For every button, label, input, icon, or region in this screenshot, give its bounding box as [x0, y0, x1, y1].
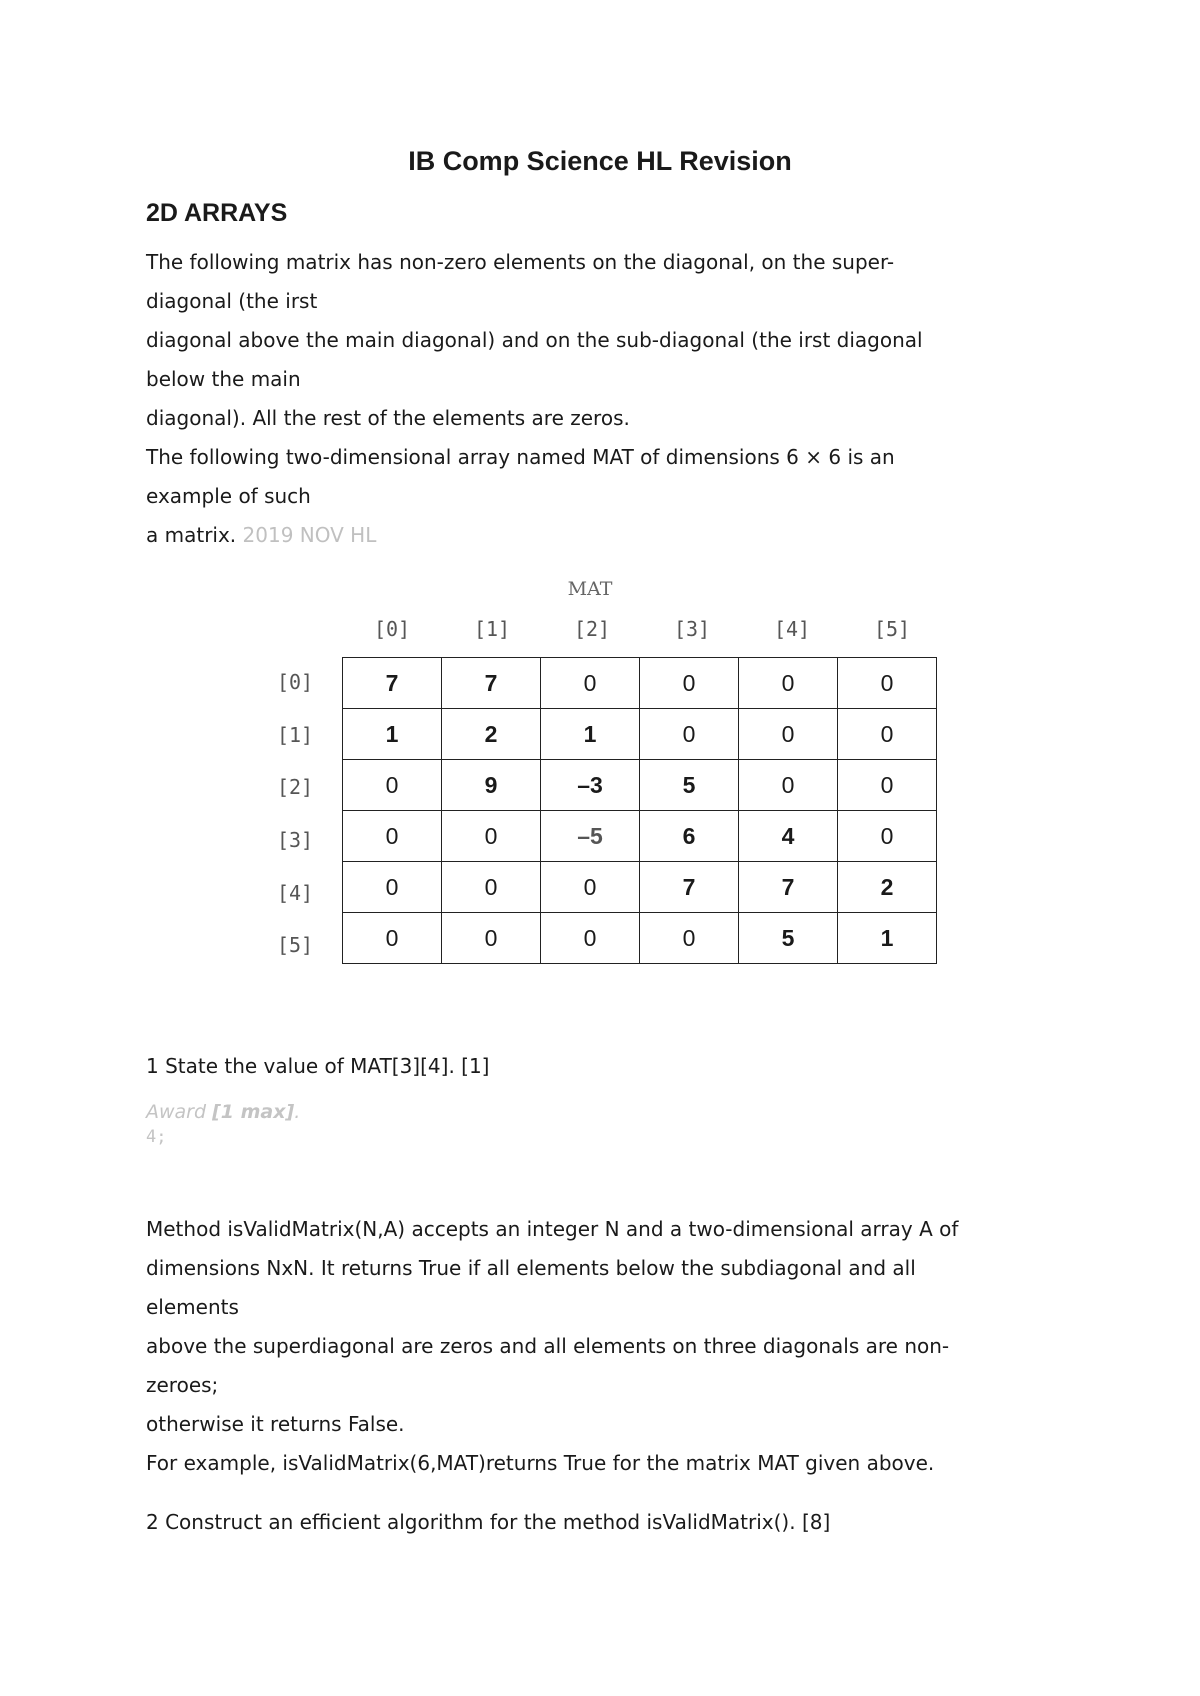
column-index: [1]	[473, 617, 511, 641]
column-index: [2]	[573, 617, 611, 641]
matrix-cell: 7	[640, 862, 739, 913]
matrix-cell: 5	[739, 913, 838, 964]
matrix-cell: 0	[838, 760, 937, 811]
matrix-cell: 0	[739, 760, 838, 811]
row-index: [2]	[276, 775, 314, 799]
matrix-cell: 7	[442, 658, 541, 709]
column-index: [3]	[673, 617, 711, 641]
method-line: zeroes;	[146, 1373, 219, 1397]
matrix-cell: 0	[541, 862, 640, 913]
method-line: otherwise it returns False.	[146, 1412, 405, 1436]
question-2: 2 Construct an efficient algorithm for the method isValidMatrix(). [8]	[146, 1510, 831, 1534]
matrix-row	[343, 913, 937, 964]
intro-line: diagonal). All the rest of the elements are zeros.	[146, 406, 630, 430]
matrix-row	[343, 760, 937, 811]
row-index: [0]	[276, 670, 314, 694]
matrix-cell: 0	[541, 658, 640, 709]
row-index: [5]	[276, 933, 314, 957]
matrix-cell: 2	[442, 709, 541, 760]
award-marks: [1 max]	[212, 1101, 295, 1123]
column-index: [5]	[873, 617, 911, 641]
matrix-cell: 7	[739, 862, 838, 913]
intro-line: below the main	[146, 367, 301, 391]
award-suffix: .	[294, 1101, 301, 1123]
matrix-table	[342, 657, 937, 964]
award-prefix: Award	[146, 1101, 207, 1123]
matrix-row	[343, 811, 937, 862]
method-line: above the superdiagonal are zeros and all elements on three diagonals are non-	[146, 1334, 950, 1358]
matrix-cell: 1	[541, 709, 640, 760]
matrix-cell: 7	[343, 658, 442, 709]
matrix-cell: 0	[838, 658, 937, 709]
markscheme-answer: 4;	[146, 1127, 167, 1147]
matrix-row	[343, 658, 937, 709]
matrix-cell: 0	[640, 658, 739, 709]
matrix-cell: 0	[343, 811, 442, 862]
intro-line: diagonal above the main diagonal) and on the sub-diagonal (the irst diagonal	[146, 328, 923, 352]
matrix-cell: 0	[343, 760, 442, 811]
matrix-cell: 0	[442, 913, 541, 964]
intro-line: The following two-dimensional array named MAT of dimensions 6 × 6 is an	[146, 445, 895, 469]
markscheme-award	[146, 1101, 300, 1123]
matrix-cell: 1	[343, 709, 442, 760]
method-line: elements	[146, 1295, 239, 1319]
source-tag: 2019 NOV HL	[242, 523, 377, 547]
question-1: 1 State the value of MAT[3][4]. [1]	[146, 1054, 490, 1078]
matrix-cell: 1	[838, 913, 937, 964]
matrix-row	[343, 709, 937, 760]
method-line: Method isValidMatrix(N,A) accepts an integer N and a two-dimensional array A of	[146, 1217, 959, 1241]
matrix-cell: –5	[541, 811, 640, 862]
matrix-cell: 0	[343, 862, 442, 913]
method-line: For example, isValidMatrix(6,MAT)returns True for the matrix MAT given above.	[146, 1451, 935, 1475]
matrix-cell: 5	[640, 760, 739, 811]
method-line: dimensions NxN. It returns True if all elements below the subdiagonal and all	[146, 1256, 916, 1280]
matrix-cell: 2	[838, 862, 937, 913]
matrix-cell: 0	[541, 913, 640, 964]
matrix-cell: 9	[442, 760, 541, 811]
section-heading: 2D ARRAYS	[146, 199, 288, 227]
matrix-cell: 0	[739, 658, 838, 709]
intro-paragraph	[146, 243, 1066, 555]
matrix-cell: 4	[739, 811, 838, 862]
column-index: [4]	[773, 617, 811, 641]
matrix-cell: –3	[541, 760, 640, 811]
column-index: [0]	[373, 617, 411, 641]
matrix-cell: 0	[838, 811, 937, 862]
intro-line-last	[146, 516, 1066, 555]
row-index: [3]	[276, 828, 314, 852]
matrix-cell: 0	[343, 913, 442, 964]
matrix-cell: 0	[838, 709, 937, 760]
matrix-cell: 0	[640, 709, 739, 760]
matrix-name: MAT	[567, 578, 613, 600]
method-paragraph	[146, 1210, 1066, 1483]
intro-line: The following matrix has non-zero elements on the diagonal, on the super-	[146, 250, 895, 274]
matrix-cell: 0	[739, 709, 838, 760]
matrix-cell: 6	[640, 811, 739, 862]
matrix-cell: 0	[442, 862, 541, 913]
document-title: IB Comp Science HL Revision	[408, 146, 792, 176]
intro-line: diagonal (the irst	[146, 289, 318, 313]
row-index: [1]	[276, 723, 314, 747]
intro-last-text: a matrix.	[146, 523, 237, 547]
matrix-cell: 0	[442, 811, 541, 862]
matrix-row	[343, 862, 937, 913]
matrix-cell: 0	[640, 913, 739, 964]
intro-line: example of such	[146, 484, 311, 508]
row-index: [4]	[276, 881, 314, 905]
